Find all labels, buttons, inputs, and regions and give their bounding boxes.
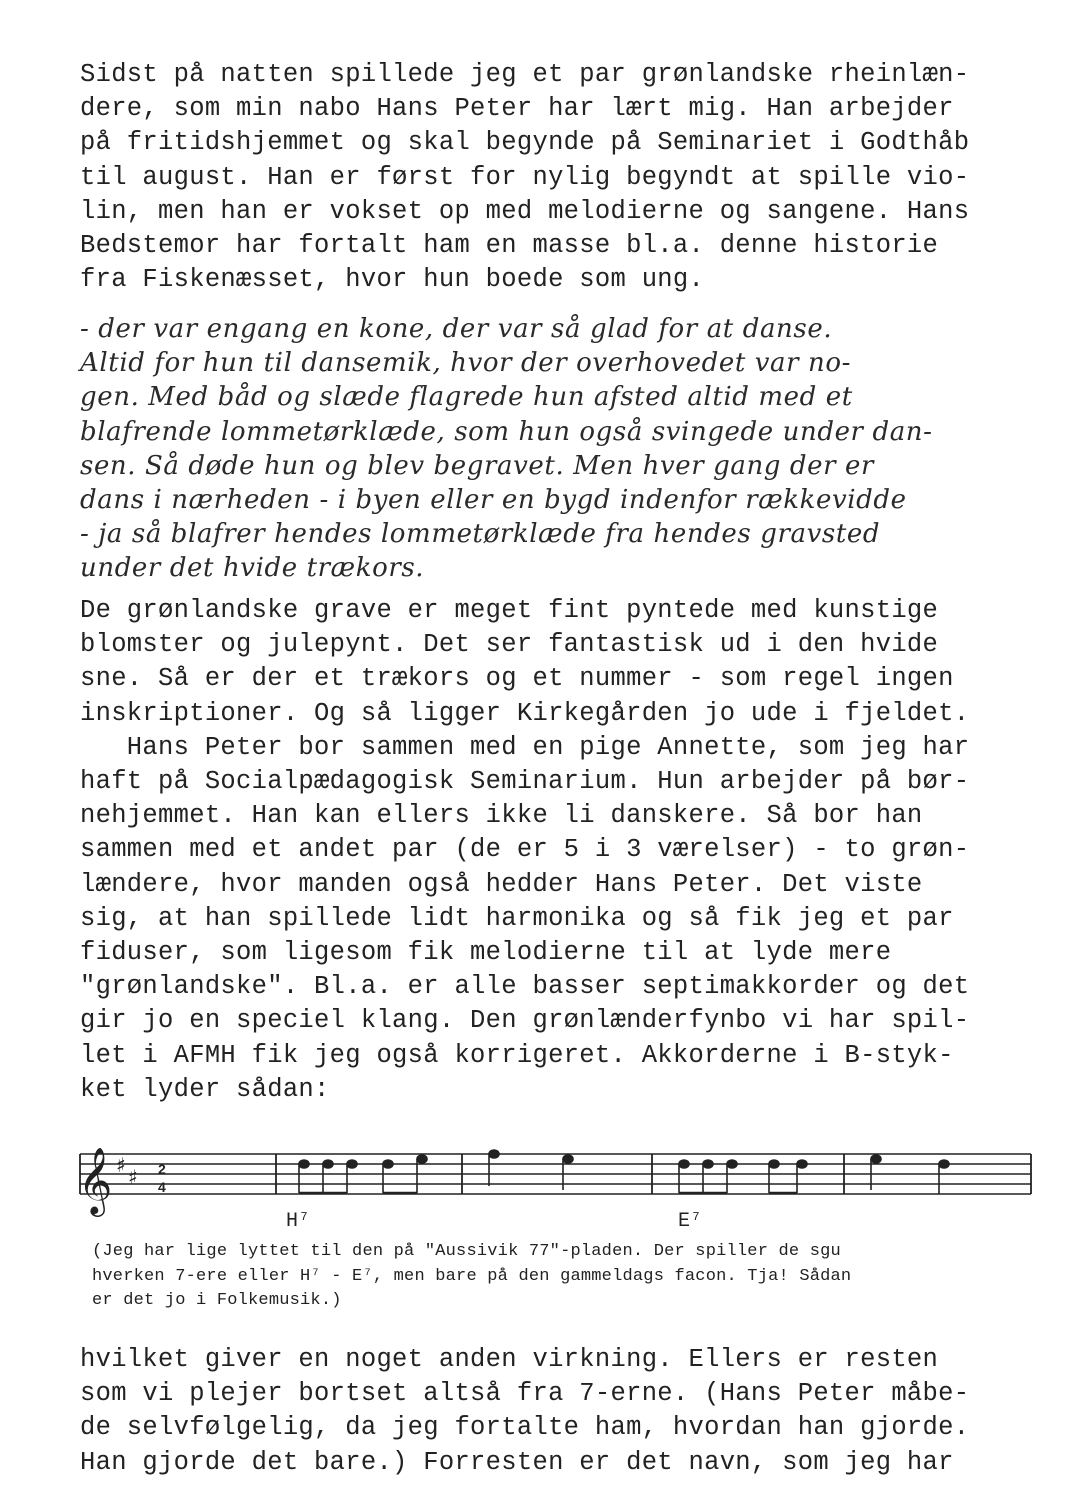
story-line: Altid for hun til dansemik, hvor der overhovedet var no- [80,348,851,379]
paragraph-closing [80,1343,1060,1480]
paragraph-intro [80,58,1060,297]
note-head [769,1160,779,1168]
text-line: dere, som min nabo Hans Peter har lært mig. Han arbejder [80,94,954,124]
music-staff [76,1138,1046,1228]
treble-clef-icon: 𝄞 [78,1146,113,1214]
note-line: er det jo i Folkemusik.) [92,1291,342,1310]
story-paragraph [80,312,1060,586]
story-line: - der var engang en kone, der var så glad for at danse. [80,314,833,344]
note-line: hverken 7-ere eller H⁷ - E⁷, men bare på den gammeldags facon. Tja! Sådan [92,1266,852,1286]
text-line: "grønlandske". Bl.a. er alle basser septimakkorder og det [80,972,970,1002]
note-head [417,1155,427,1163]
sharp-icon: ♯ [128,1165,138,1189]
note-head [323,1160,333,1168]
text-line: fra Fiskenæsset, hvor hun boede som ung. [80,265,705,295]
story-line: sen. Så døde hun og blev begravet. Men hver gang der er [80,450,875,481]
text-line: inskriptioner. Og så ligger Kirkegården jo ude i fjeldet. [80,698,970,728]
paragraph-graves [80,594,1060,1107]
text-line: nehjemmet. Han kan ellers ikke li danskere. Så bor han [80,801,923,831]
note-head [347,1160,357,1168]
text-line: sne. Så er der et trækors og et nummer - som regel ingen [80,664,954,694]
text-line: ket lyder sådan: [80,1074,330,1104]
note-head [871,1155,881,1163]
text-line: sammen med et andet par (de er 5 i 3 værelser) - to grøn- [80,835,970,865]
text-line: Han gjorde det bare.) Forresten er det navn, som jeg har [80,1447,954,1477]
note-head [489,1150,499,1158]
time-signature-top: 2 [158,1161,166,1177]
text-line: De grønlandske grave er meget fint pyntede med kunstige [80,596,939,625]
text-line: gir jo en speciel klang. Den grønlænderfynbo vi har spil- [80,1006,970,1036]
text-line: til august. Han er først for nylig begyndt at spille vio- [80,162,970,192]
text-line: lin, men han er vokset op med melodierne og sangene. Hans [80,196,970,226]
text-line: sig, at han spillede lidt harmonika og så fik jeg et par [80,903,954,933]
story-line: gen. Med båd og slæde flagrede hun afsted altid med et [80,382,853,413]
text-line: på fritidshjemmet og skal begynde på Seminariet i Godthåb [80,128,970,158]
story-line: blafrende lommetørklæde, som hun også svingede under dan- [80,416,933,447]
note-head [797,1160,807,1168]
measure-3 [679,1160,807,1193]
story-line: under det hvide trækors. [80,553,425,584]
text-line: haft på Socialpædagogisk Seminarium. Hun arbejder på bør- [80,767,970,797]
text-line: som vi plejer bortset altså fra 7-erne. (Hans Peter måbe- [80,1379,970,1409]
sharp-icon: ♯ [116,1153,126,1177]
note-line: (Jeg har lige lyttet til den på "Aussivik 77"-pladen. Der spiller de sgu [92,1242,841,1261]
note-head [939,1160,949,1168]
story-line: dans i nærheden - i byen eller en bygd indenfor rækkevidde [80,485,907,516]
story-line: - ja så blafrer hendes lommetørklæde fra hendes gravsted [80,519,881,550]
text-line: Sidst på natten spillede jeg et par grønlandske rheinlæn- [80,60,970,89]
chord-label-h7: H⁷ [286,1210,311,1233]
chord-label-e7: E⁷ [678,1210,703,1233]
text-line: Bedstemor har fortalt ham en masse bl.a. denne historie [80,231,939,261]
text-line: fiduser, som ligesom fik melodierne til at lyde mere [80,938,892,968]
note-head [563,1155,573,1163]
text-line: de selvfølgelig, da jeg fortalte ham, hvordan han gjorde. [80,1413,970,1443]
text-line: lændere, hvor manden også hedder Hans Peter. Det viste [80,869,923,899]
footnote [92,1240,1072,1314]
note-head [727,1160,737,1168]
note-head [383,1160,393,1168]
text-line: let i AFMH fik jeg også korrigeret. Akkorderne i B-styk- [80,1040,954,1070]
time-signature-bottom: 4 [158,1179,166,1195]
note-head [299,1160,309,1168]
note-head [679,1160,689,1168]
staff-lines [80,1154,1031,1194]
text-line: blomster og julepynt. Det ser fantastisk ud i den hvide [80,630,939,660]
text-line: Hans Peter bor sammen med en pige Annette, som jeg har [80,732,970,762]
text-line: hvilket giver en noget anden virkning. Ellers er resten [80,1345,939,1374]
note-head [703,1160,713,1168]
